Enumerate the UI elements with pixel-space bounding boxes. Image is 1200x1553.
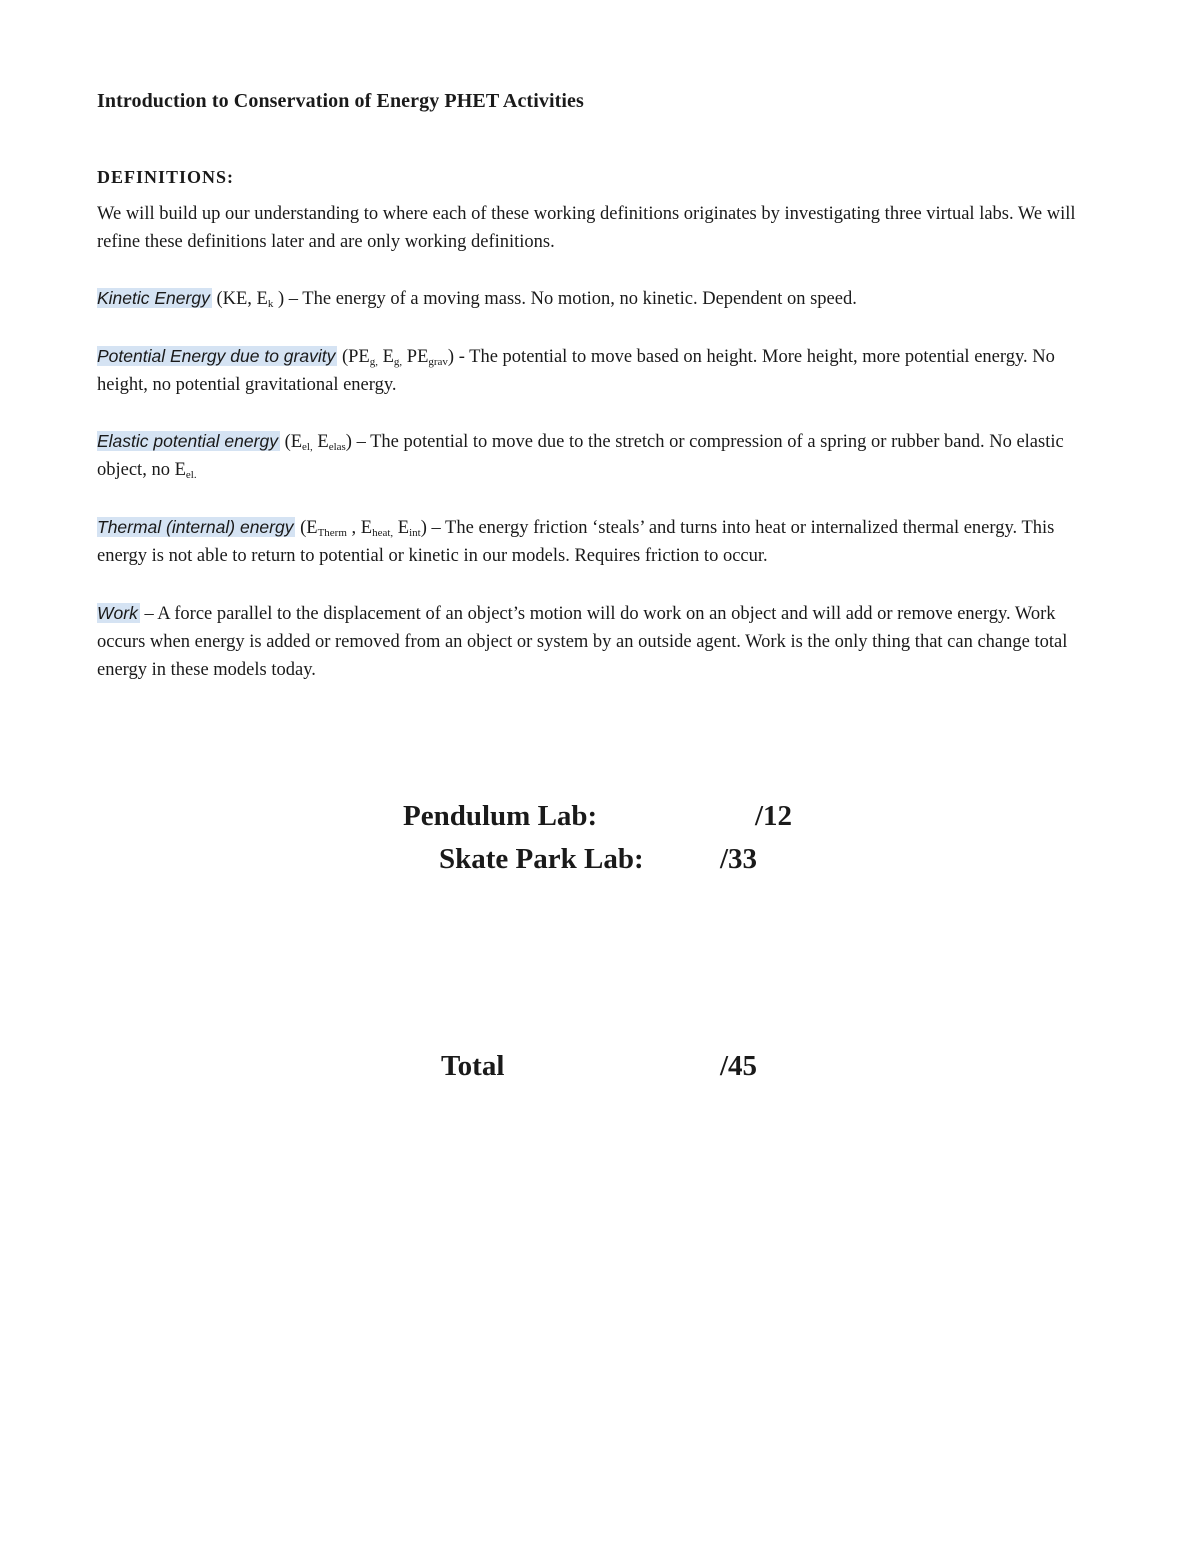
subscript: elas xyxy=(328,441,346,453)
skate-park-lab-score: /33 xyxy=(720,843,758,875)
total-label: Total xyxy=(441,1050,505,1082)
symbol-text: (KE, E xyxy=(211,289,268,309)
total-score: /45 xyxy=(720,1050,758,1082)
symbol-text: E xyxy=(312,432,329,452)
symbol-text: , E xyxy=(346,518,373,538)
definition-text: - The potential to move based on height. More height, more potential energy. No height, no potential gravitational energy. xyxy=(97,347,1055,395)
subscript: g, xyxy=(393,356,403,368)
definition-text: – The potential to move due to the stretch or compression of a spring or rubber band. No elastic object, no E xyxy=(97,432,1064,480)
subscript: Therm xyxy=(317,527,347,539)
term-potential-energy: Potential Energy due to gravity xyxy=(97,346,336,366)
intro-paragraph: We will build up our understanding to where each of these working definitions originates by investigating three virtual labs. We will refine these definitions later and are only working definitions. xyxy=(97,204,1076,252)
definition-thermal-energy xyxy=(97,513,1107,570)
symbol-text: (PE xyxy=(337,347,370,367)
subscript: el. xyxy=(185,469,197,481)
pendulum-lab-score: /12 xyxy=(755,800,793,832)
symbol-text: (E xyxy=(295,518,318,538)
symbol-text: E xyxy=(377,347,394,367)
symbol-text: ) xyxy=(447,347,455,367)
term-thermal-energy: Thermal (internal) energy xyxy=(97,517,294,537)
definition-kinetic-energy xyxy=(97,284,1107,313)
definition-text: – A force parallel to the displacement of an object’s motion will do work on an object and will add or remove energy. Work occurs when energy is added or removed from an object or system by an outside agent. Work is the only thing that can change total energy in these models today. xyxy=(97,604,1068,680)
symbol-text: (E xyxy=(279,432,303,452)
definitions-heading: DEFINITIONS: xyxy=(97,167,235,187)
subscript: g, xyxy=(369,356,378,368)
symbol-text: PE xyxy=(402,347,429,367)
symbol-text: E xyxy=(393,518,410,538)
subscript: grav xyxy=(428,356,448,368)
definition-text: – The energy of a moving mass. No motion, no kinetic. Dependent on speed. xyxy=(284,289,857,309)
pendulum-lab-label: Pendulum Lab: xyxy=(403,800,598,832)
definition-text: – The energy friction ‘steals’ and turns into heat or internalized thermal energy. This energy is not able to return to potential or kinetic in our models. Requires friction to occur. xyxy=(97,518,1055,566)
definition-elastic-energy xyxy=(97,427,1107,484)
term-work: Work xyxy=(97,603,138,623)
definition-work xyxy=(97,599,1107,684)
symbol-text: ) xyxy=(273,289,285,309)
document-title: Introduction to Conservation of Energy PHET Activities xyxy=(97,90,584,112)
subscript: k xyxy=(267,298,274,310)
symbol-text: ) xyxy=(345,432,352,452)
subscript: int xyxy=(409,527,421,539)
term-elastic-energy: Elastic potential energy xyxy=(97,431,278,451)
skate-park-lab-label: Skate Park Lab: xyxy=(439,843,644,875)
subscript: el, xyxy=(302,441,313,453)
definition-potential-energy xyxy=(97,342,1107,399)
subscript: heat, xyxy=(372,527,394,539)
term-kinetic-energy: Kinetic Energy xyxy=(97,288,210,308)
symbol-text: ) xyxy=(420,518,427,538)
